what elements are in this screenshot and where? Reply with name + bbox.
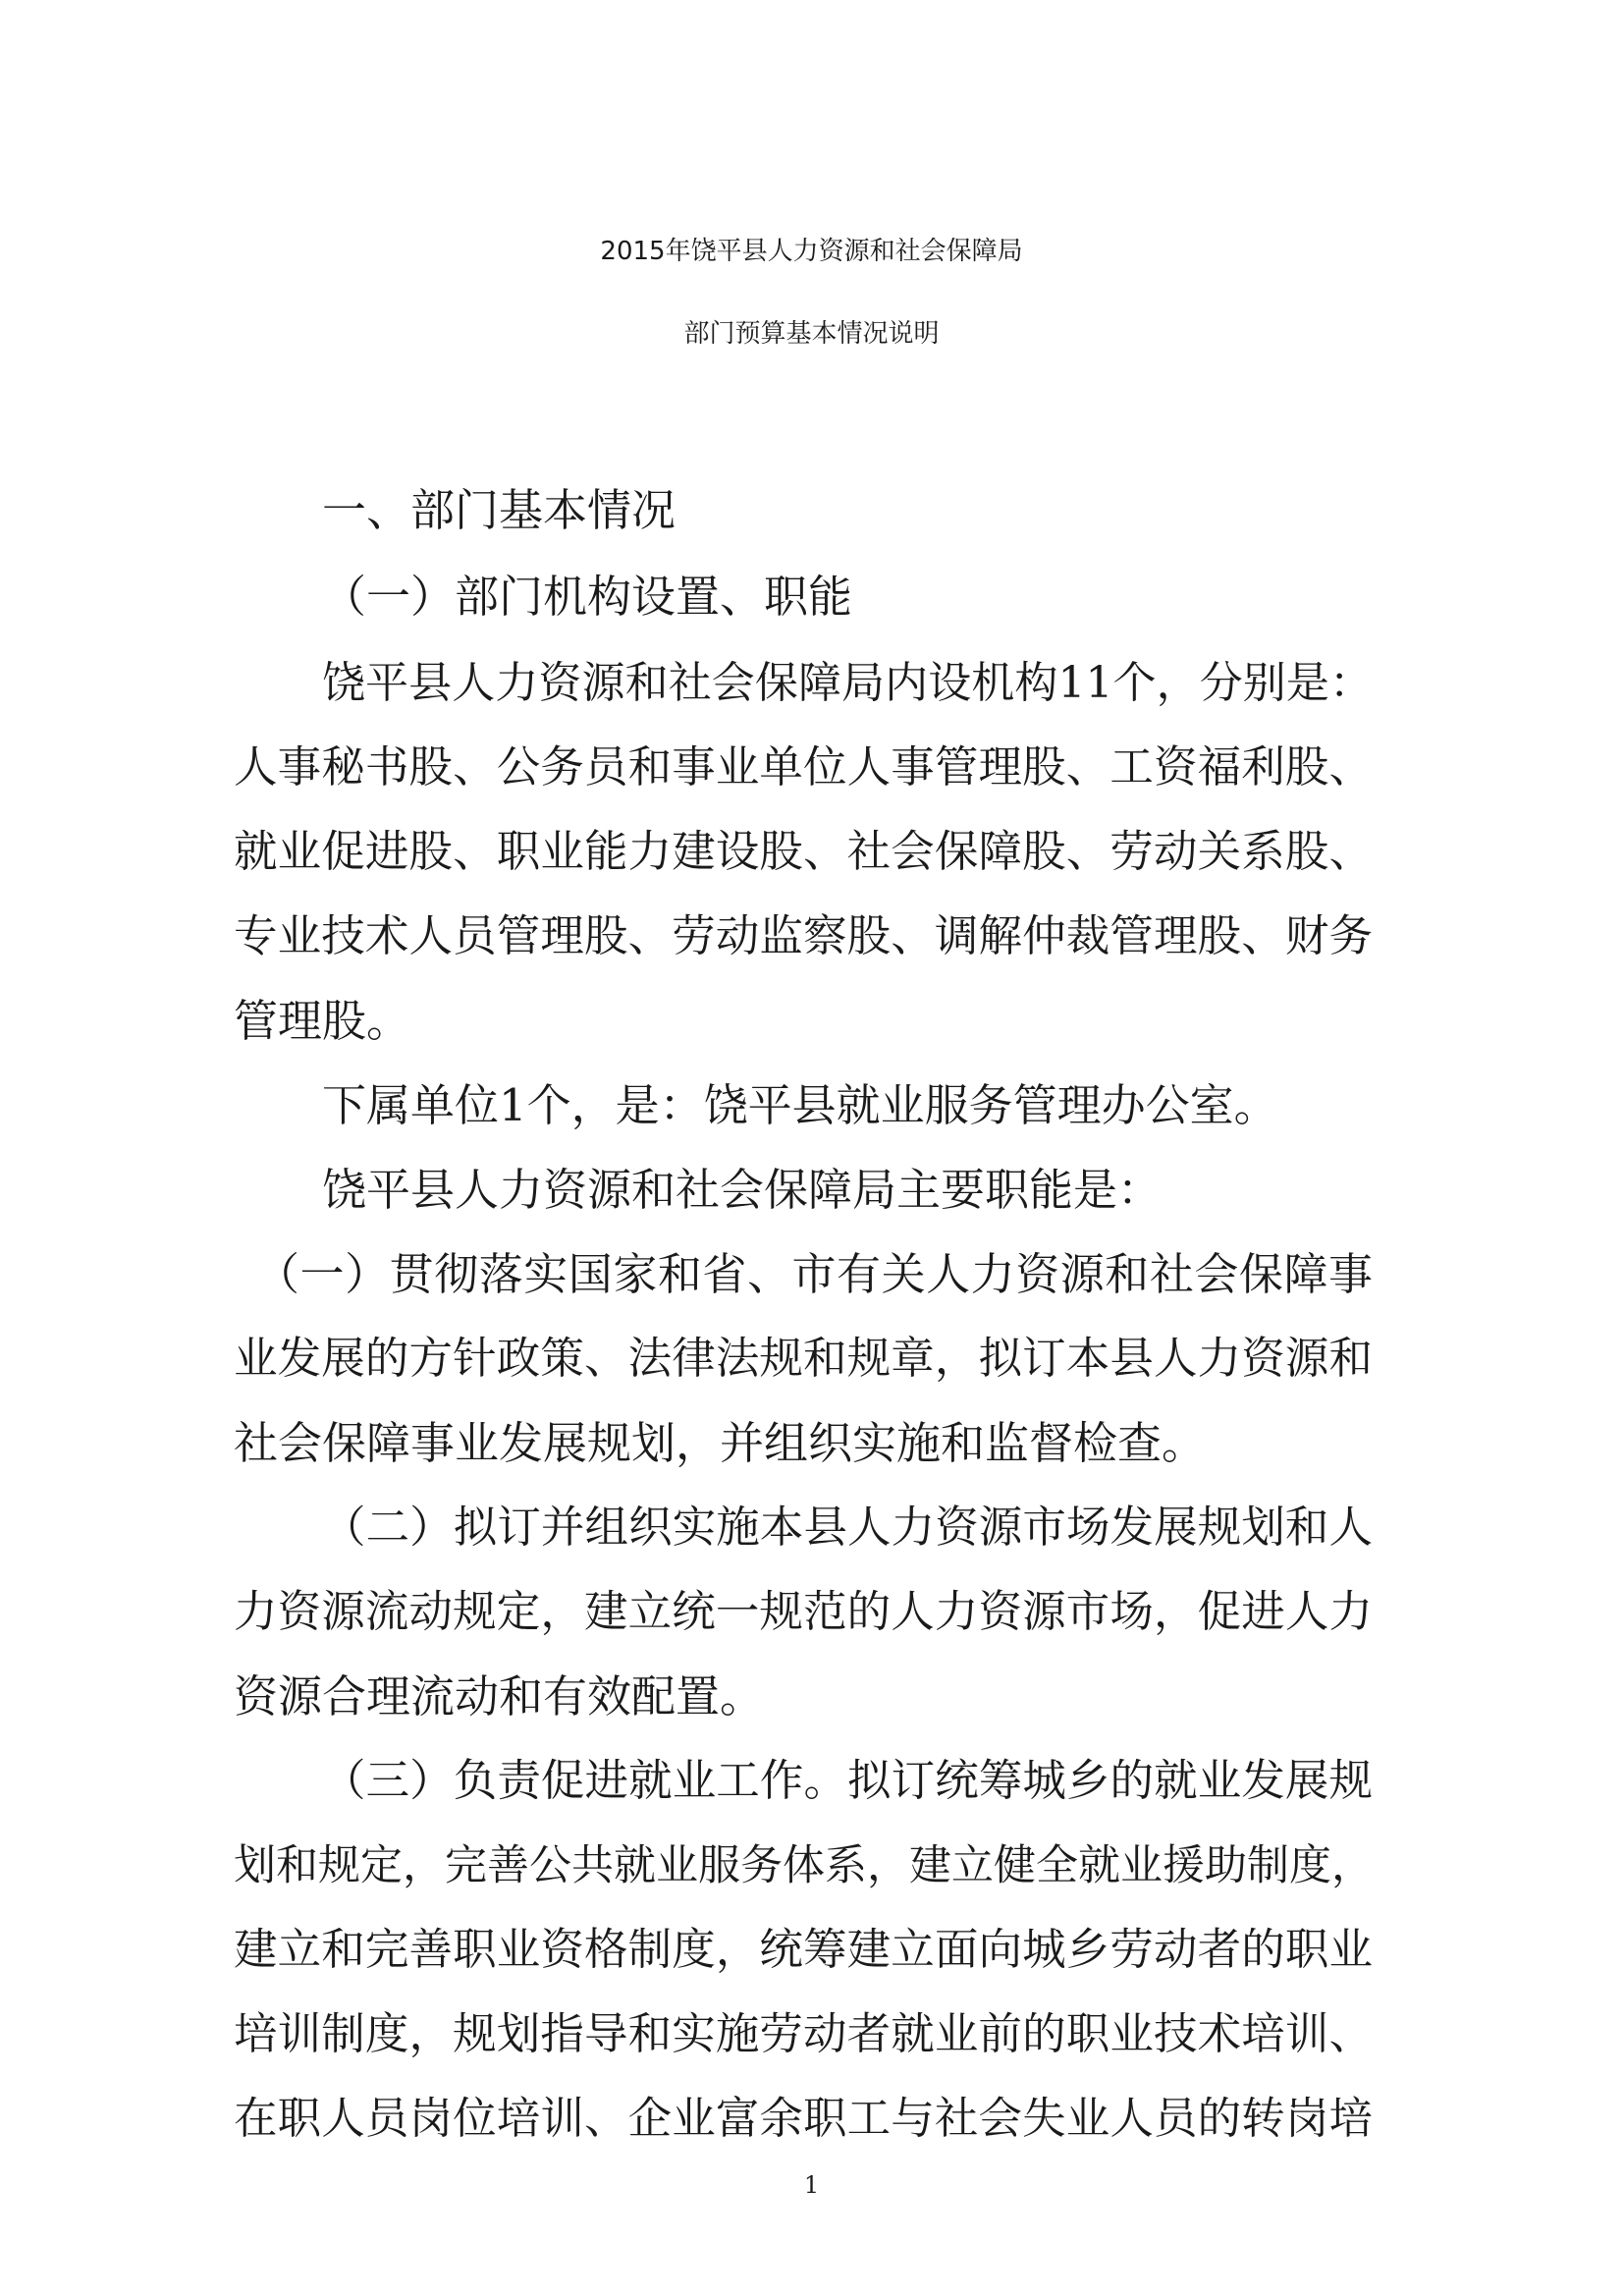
paragraph-line: （一）贯彻落实国家和省、市有关人力资源和社会保障事 [255, 1248, 1373, 1300]
paragraph-line: 力资源流动规定，建立统一规范的人力资源市场，促进人力 [234, 1587, 1373, 1637]
functions-heading: 饶平县人力资源和社会保障局主要职能是： [322, 1164, 1163, 1216]
document-title-line-1: 2015年饶平县人力资源和社会保障局 [600, 237, 1023, 266]
paragraph-line: 业发展的方针政策、法律法规和规章，拟订本县人力资源和 [234, 1334, 1373, 1384]
paragraph-line: 饶平县人力资源和社会保障局内设机构11个，分别是： [322, 658, 1373, 708]
paragraph-subordinate-unit: 下属单位1个，是：饶平县就业服务管理办公室。 [322, 1079, 1278, 1131]
page-number: 1 [803, 2171, 820, 2199]
document-title-line-2: 部门预算基本情况说明 [683, 319, 940, 349]
paragraph-line: （二）拟订并组织实施本县人力资源市场发展规划和人 [322, 1503, 1373, 1553]
paragraph-line: 人事秘书股、公务员和事业单位人事管理股、工资福利股、 [234, 742, 1373, 793]
paragraph-line: 资源合理流动和有效配置。 [234, 1670, 765, 1722]
paragraph-line: （三）负责促进就业工作。拟订统筹城乡的就业发展规 [322, 1756, 1373, 1806]
paragraph-line: 划和规定，完善公共就业服务体系，建立健全就业援助制度， [234, 1841, 1374, 1890]
paragraph-line: 专业技术人员管理股、劳动监察股、调解仲裁管理股、财务 [234, 911, 1373, 961]
paragraph-line: 社会保障事业发展规划，并组织实施和监督检查。 [234, 1417, 1207, 1469]
subsection-heading-structure: （一）部门机构设置、职能 [322, 571, 853, 623]
paragraph-line: 管理股。 [234, 995, 411, 1047]
paragraph-line: 在职人员岗位培训、企业富余职工与社会失业人员的转岗培 [234, 2094, 1373, 2144]
paragraph-line: 建立和完善职业资格制度，统筹建立面向城乡劳动者的职业 [234, 1925, 1373, 1975]
section-heading-basic-info: 一、部门基本情况 [322, 484, 676, 536]
paragraph-line: 就业促进股、职业能力建设股、社会保障股、劳动关系股、 [234, 827, 1373, 877]
paragraph-line: 培训制度，规划指导和实施劳动者就业前的职业技术培训、 [234, 2009, 1373, 2059]
